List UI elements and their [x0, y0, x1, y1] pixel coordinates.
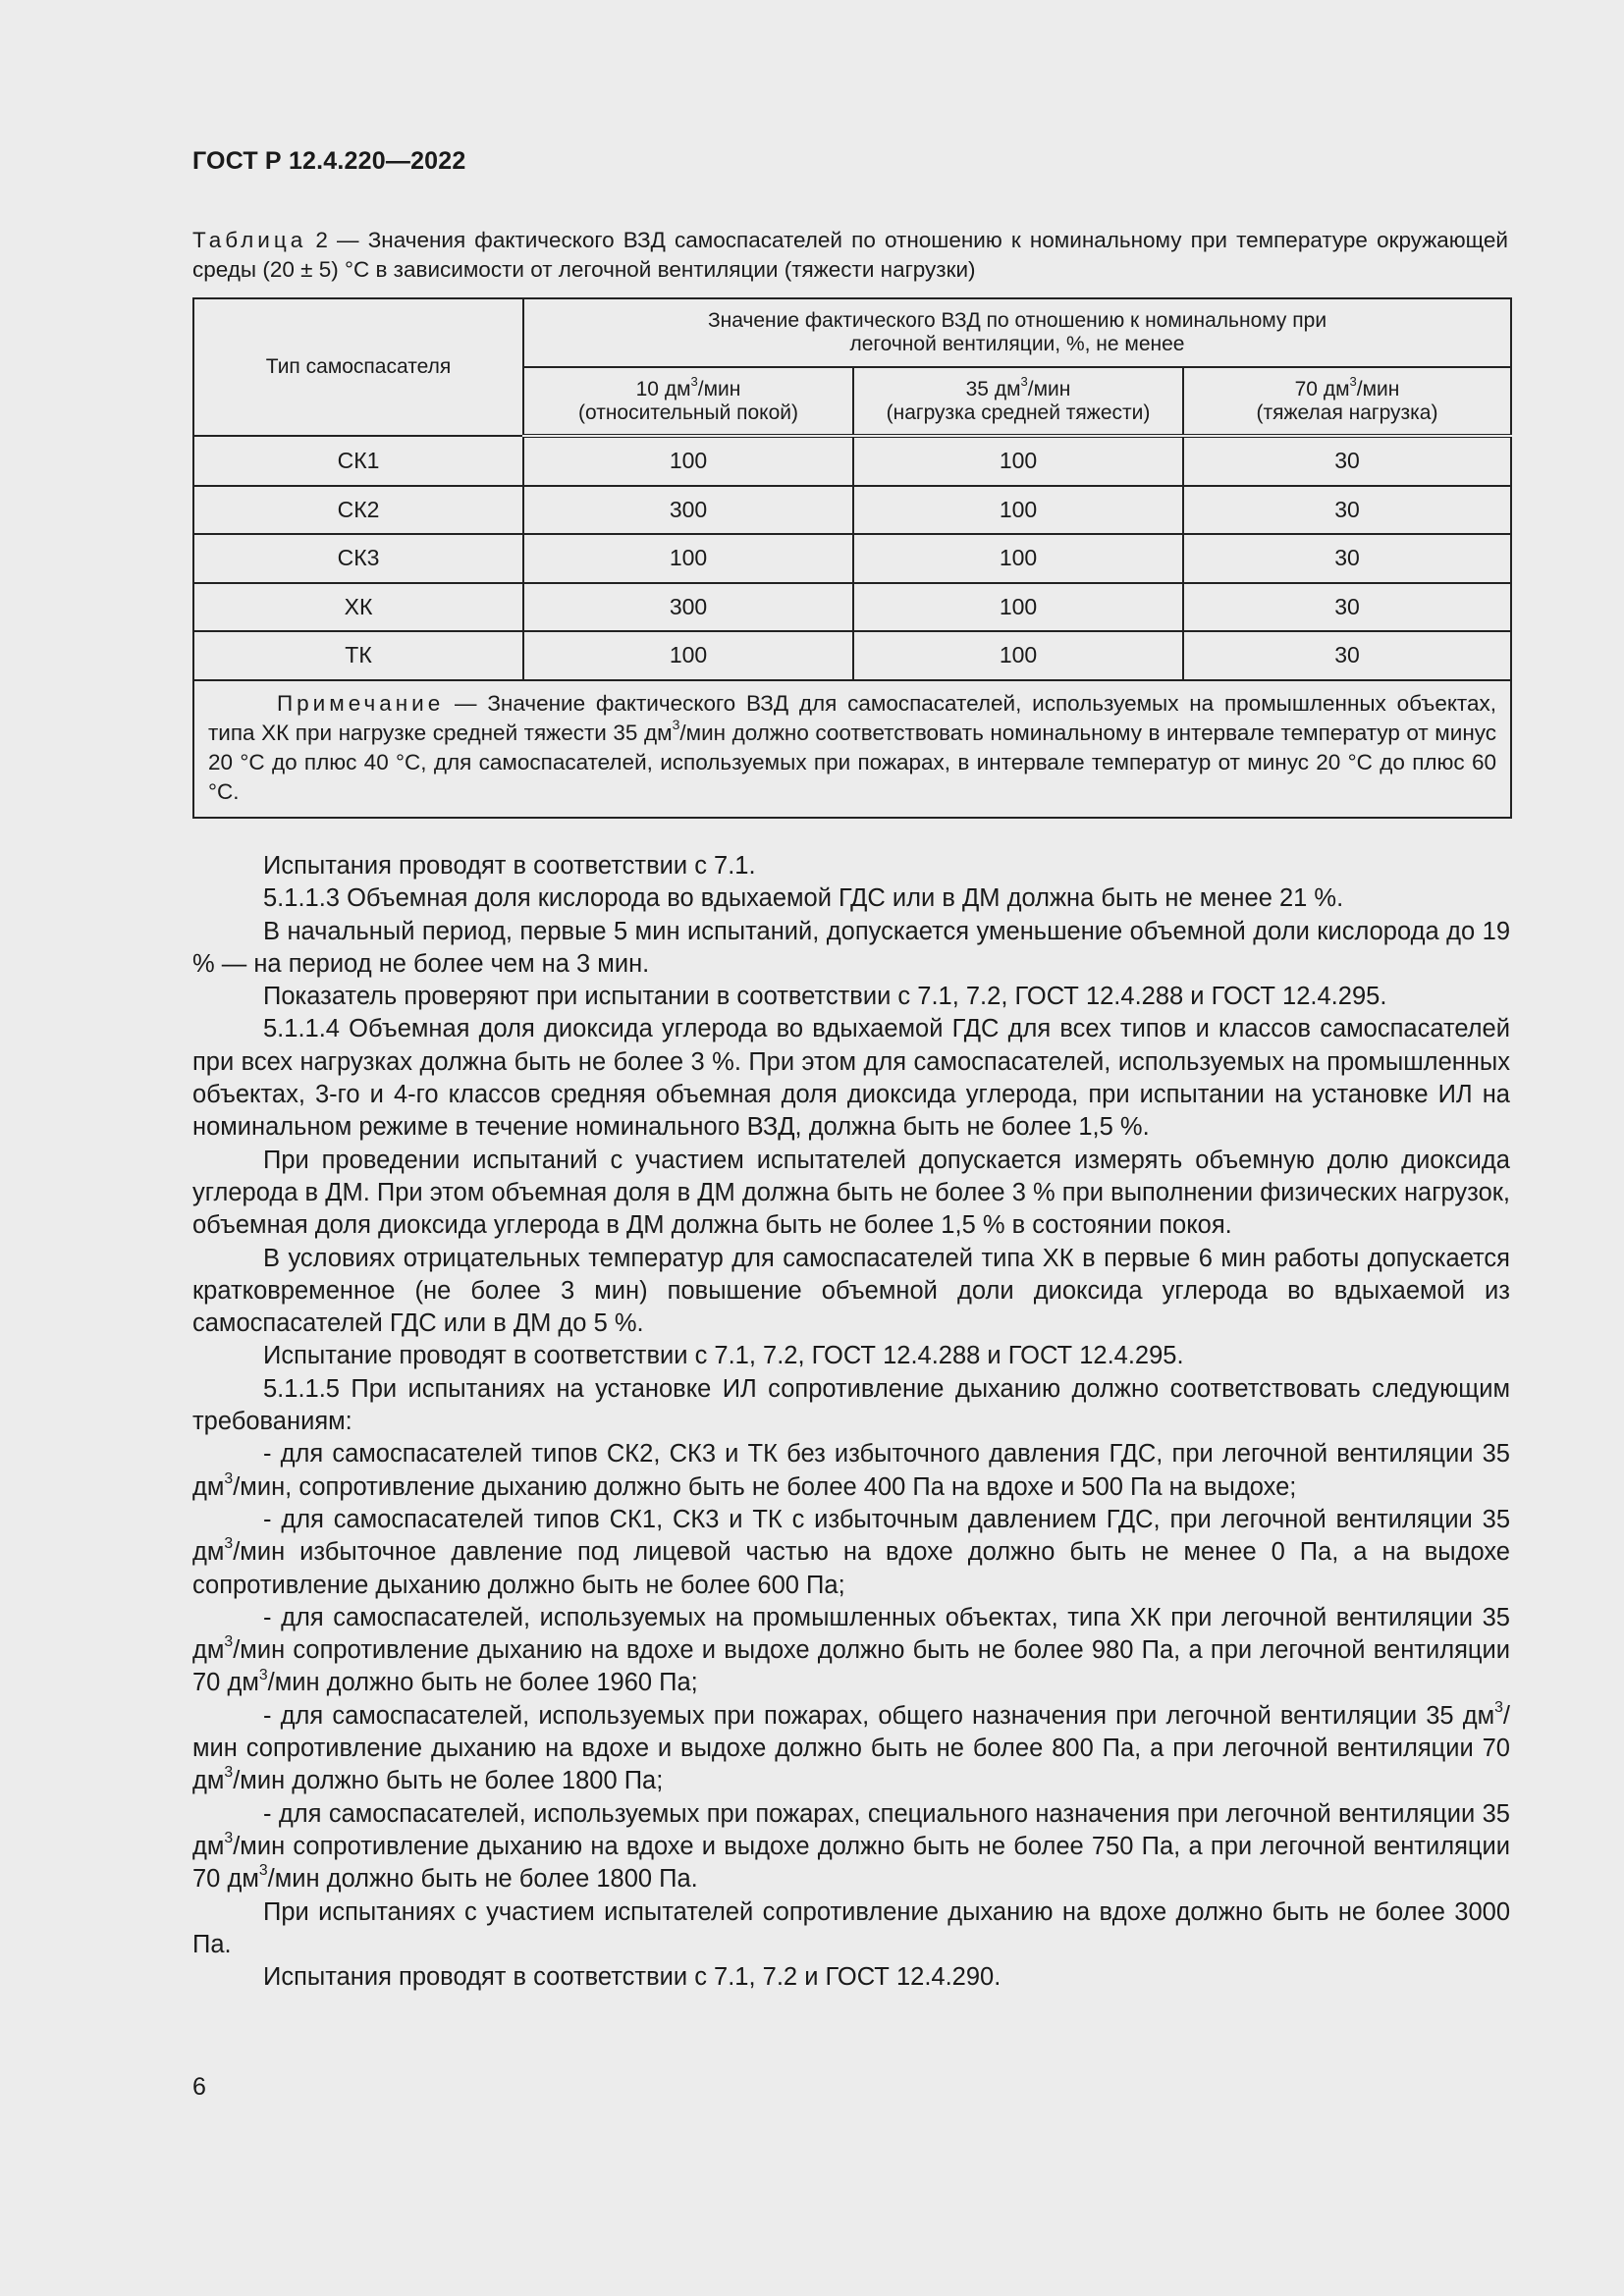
subheader-35-unit: /мин [1027, 377, 1071, 400]
superscript-3: 3 [1349, 373, 1357, 389]
cell-v35: 100 [853, 583, 1183, 632]
subheader-70-value: 70 дм [1294, 377, 1350, 400]
table-row [193, 583, 1511, 632]
paragraph: Испытания проводят в соответствии с 7.1. [263, 852, 756, 880]
ventilation-table [192, 297, 1512, 819]
cell-v70: 30 [1183, 486, 1511, 535]
subheader-35-value: 35 дм [965, 377, 1021, 400]
list-item-text: - для самоспасателей типов СК2, СК3 и ТК без избыточного давления ГДС, при легочной вентиляции 35 дм [192, 1440, 1510, 1501]
cell-type: СК2 [193, 486, 523, 535]
cell-v10: 100 [523, 436, 853, 486]
superscript-3: 3 [224, 1535, 234, 1553]
paragraph: 5.1.1.5 При испытаниях на установке ИЛ сопротивление дыханию должно соответствовать следующим требованиям: [192, 1374, 1510, 1436]
superscript-3: 3 [258, 1666, 268, 1683]
cell-v10: 100 [523, 631, 853, 680]
table-row [193, 534, 1511, 583]
cell-v70: 30 [1183, 583, 1511, 632]
note-text-1: — Значение фактического ВЗД для самоспасателей, используемых на промышленных объектах, типа ХК при нагрузке средней тяжести 35 дм [208, 690, 1496, 745]
subheader-10-desc: (относительный покой) [577, 400, 799, 424]
table-note [193, 680, 1511, 818]
body-text [192, 850, 1510, 1994]
paragraph: В начальный период, первые 5 мин испытаний, допускается уменьшение объемной доли кислорода до 19 % — на период не более чем на 3 мин. [192, 917, 1510, 978]
list-item-text: - для самоспасателей, используемых на промышленных объектах, типа ХК при легочной вентиляции 35 дм [192, 1603, 1510, 1665]
table-row [193, 436, 1511, 486]
note-head: Примечание [277, 690, 445, 716]
document-code: ГОСТ Р 12.4.220—2022 [192, 147, 466, 175]
paragraph: 5.1.1.3 Объемная доля кислорода во вдыхаемой ГДС или в ДМ должна быть не менее 21 %. [263, 884, 1344, 913]
list-item-text: /мин, сопротивление дыханию должно быть не более 400 Па на вдохе и 500 Па на выдохе; [233, 1472, 1297, 1501]
subheader-10-unit: /мин [697, 377, 741, 400]
list-item-text: /мин избыточное давление под лицевой частью на вдохе должно быть не менее 0 Па, а на выдохе сопротивление дыханию должно быть не более 600 Па; [192, 1538, 1510, 1599]
list-item [192, 1438, 1510, 1504]
caption-text: 2 — Значения фактического ВЗД самоспасателей по отношению к номинальному при температуре окружающей среды (20 ± 5) °С в зависимости от легочной вентиляции (тяжести нагрузки) [192, 228, 1508, 282]
table-caption [192, 226, 1508, 285]
cell-v35: 100 [853, 631, 1183, 680]
list-item-text: /мин сопротивление дыханию на вдохе и выдохе должно быть не более 980 Па, а при легочной вентиляции 70 дм [192, 1636, 1510, 1697]
list-item [192, 1700, 1510, 1798]
cell-v35: 100 [853, 534, 1183, 583]
superscript-3: 3 [224, 1830, 234, 1847]
page-number: 6 [192, 2073, 206, 2101]
list-item-text: /мин должно быть не более 1800 Па; [233, 1767, 664, 1795]
subheader-35-desc: (нагрузка средней тяжести) [886, 400, 1151, 424]
superscript-3: 3 [258, 1862, 268, 1880]
list-item-text: /мин должно быть не более 1960 Па; [267, 1669, 698, 1697]
table-row [193, 486, 1511, 535]
table-row [193, 631, 1511, 680]
superscript-3: 3 [224, 1764, 234, 1782]
list-item [192, 1602, 1510, 1700]
paragraph: При испытаниях с участием испытателей сопротивление дыханию на вдохе должно быть не более 3000 Па. [192, 1897, 1510, 1958]
cell-type: СК1 [193, 436, 523, 486]
list-item [192, 1798, 1510, 1896]
list-item-text: - для самоспасателей, используемых при пожарах, общего назначения при легочной вентиляции 35 дм [263, 1701, 1495, 1730]
cell-v70: 30 [1183, 631, 1511, 680]
superscript-3: 3 [224, 1633, 234, 1651]
list-item-text: /мин должно быть не более 1800 Па. [267, 1865, 698, 1894]
cell-v35: 100 [853, 486, 1183, 535]
cell-v35: 100 [853, 436, 1183, 486]
cell-type: СК3 [193, 534, 523, 583]
caption-label: Таблица [192, 228, 307, 252]
cell-v10: 100 [523, 534, 853, 583]
list-item-text: - для самоспасателей типов СК1, СК3 и ТК с избыточным давлением ГДС, при легочной вентиляции 35 дм [192, 1505, 1510, 1567]
cell-type: ХК [193, 583, 523, 632]
subheader-70-desc: (тяжелая нагрузка) [1256, 400, 1438, 424]
paragraph: Показатель проверяют при испытании в соответствии с 7.1, 7.2, ГОСТ 12.4.288 и ГОСТ 12.4.295. [263, 983, 1387, 1011]
superscript-3: 3 [1494, 1698, 1503, 1716]
paragraph: В условиях отрицательных температур для самоспасателей типа ХК в первые 6 мин работы допускается кратковременное (не более 3 мин) повышение объемной доли диоксида углерода во вдыхаемой из самоспасателей ГДС или в ДМ до 5 %. [192, 1244, 1510, 1338]
list-item-text: /мин сопротивление дыханию на вдохе и выдохе должно быть не более 750 Па, а при легочной вентиляции 70 дм [192, 1832, 1510, 1894]
list-item [192, 1504, 1510, 1602]
note-text-2: /мин должно соответствовать номинальному в интервале температур от минус 20 °С до плюс 40 °С, для самоспасателей, используемых при пожарах, в интервале температур от минус 20 °С до плюс 60 °С. [208, 720, 1496, 804]
list-item-text: - для самоспасателей, используемых при пожарах, специального назначения при легочной вентиляции 35 дм [192, 1799, 1510, 1860]
superscript-3: 3 [690, 373, 698, 389]
paragraph: 5.1.1.4 Объемная доля диоксида углерода во вдыхаемой ГДС для всех типов и классов самоспасателей при всех нагрузках должна быть не более 3 %. При этом для самоспасателей, используемых на промышленных объектах, 3-го и 4-го классов средняя объемная доля диоксида углерода, при испытании на установке ИЛ на номинальном режиме в течение номинального ВЗД, должна быть не более 1,5 %. [192, 1015, 1510, 1142]
cell-v10: 300 [523, 486, 853, 535]
subheader-10-value: 10 дм [635, 377, 691, 400]
cell-v10: 300 [523, 583, 853, 632]
cell-v70: 30 [1183, 436, 1511, 486]
header-type: Тип самоспасателя [193, 298, 523, 436]
paragraph: Испытания проводят в соответствии с 7.1, 7.2 и ГОСТ 12.4.290. [263, 1963, 1001, 1992]
cell-v70: 30 [1183, 534, 1511, 583]
list-item-text: /мин сопротивление дыханию на вдохе и выдохе должно быть не более 800 Па, а при легочной вентиляции 70 дм [192, 1701, 1510, 1795]
cell-type: ТК [193, 631, 523, 680]
superscript-3: 3 [672, 716, 680, 732]
header-group: Значение фактического ВЗД по отношению к номинальному при легочной вентиляции, %, не менее [523, 298, 1511, 367]
superscript-3: 3 [1020, 373, 1028, 389]
subheader-10 [523, 367, 853, 436]
paragraph: Испытание проводят в соответствии с 7.1, 7.2, ГОСТ 12.4.288 и ГОСТ 12.4.295. [263, 1342, 1184, 1370]
subheader-35 [853, 367, 1183, 436]
table-note-row [193, 680, 1511, 818]
subheader-70 [1183, 367, 1511, 436]
superscript-3: 3 [224, 1469, 234, 1487]
paragraph: При проведении испытаний с участием испытателей допускается измерять объемную долю диоксида углерода в ДМ. При этом объемная доля в ДМ должна быть не более 3 % при выполнении физических нагрузок, объемная доля диоксида углерода в ДМ должна быть не более 1,5 % в состоянии покоя. [192, 1146, 1510, 1240]
subheader-70-unit: /мин [1356, 377, 1400, 400]
